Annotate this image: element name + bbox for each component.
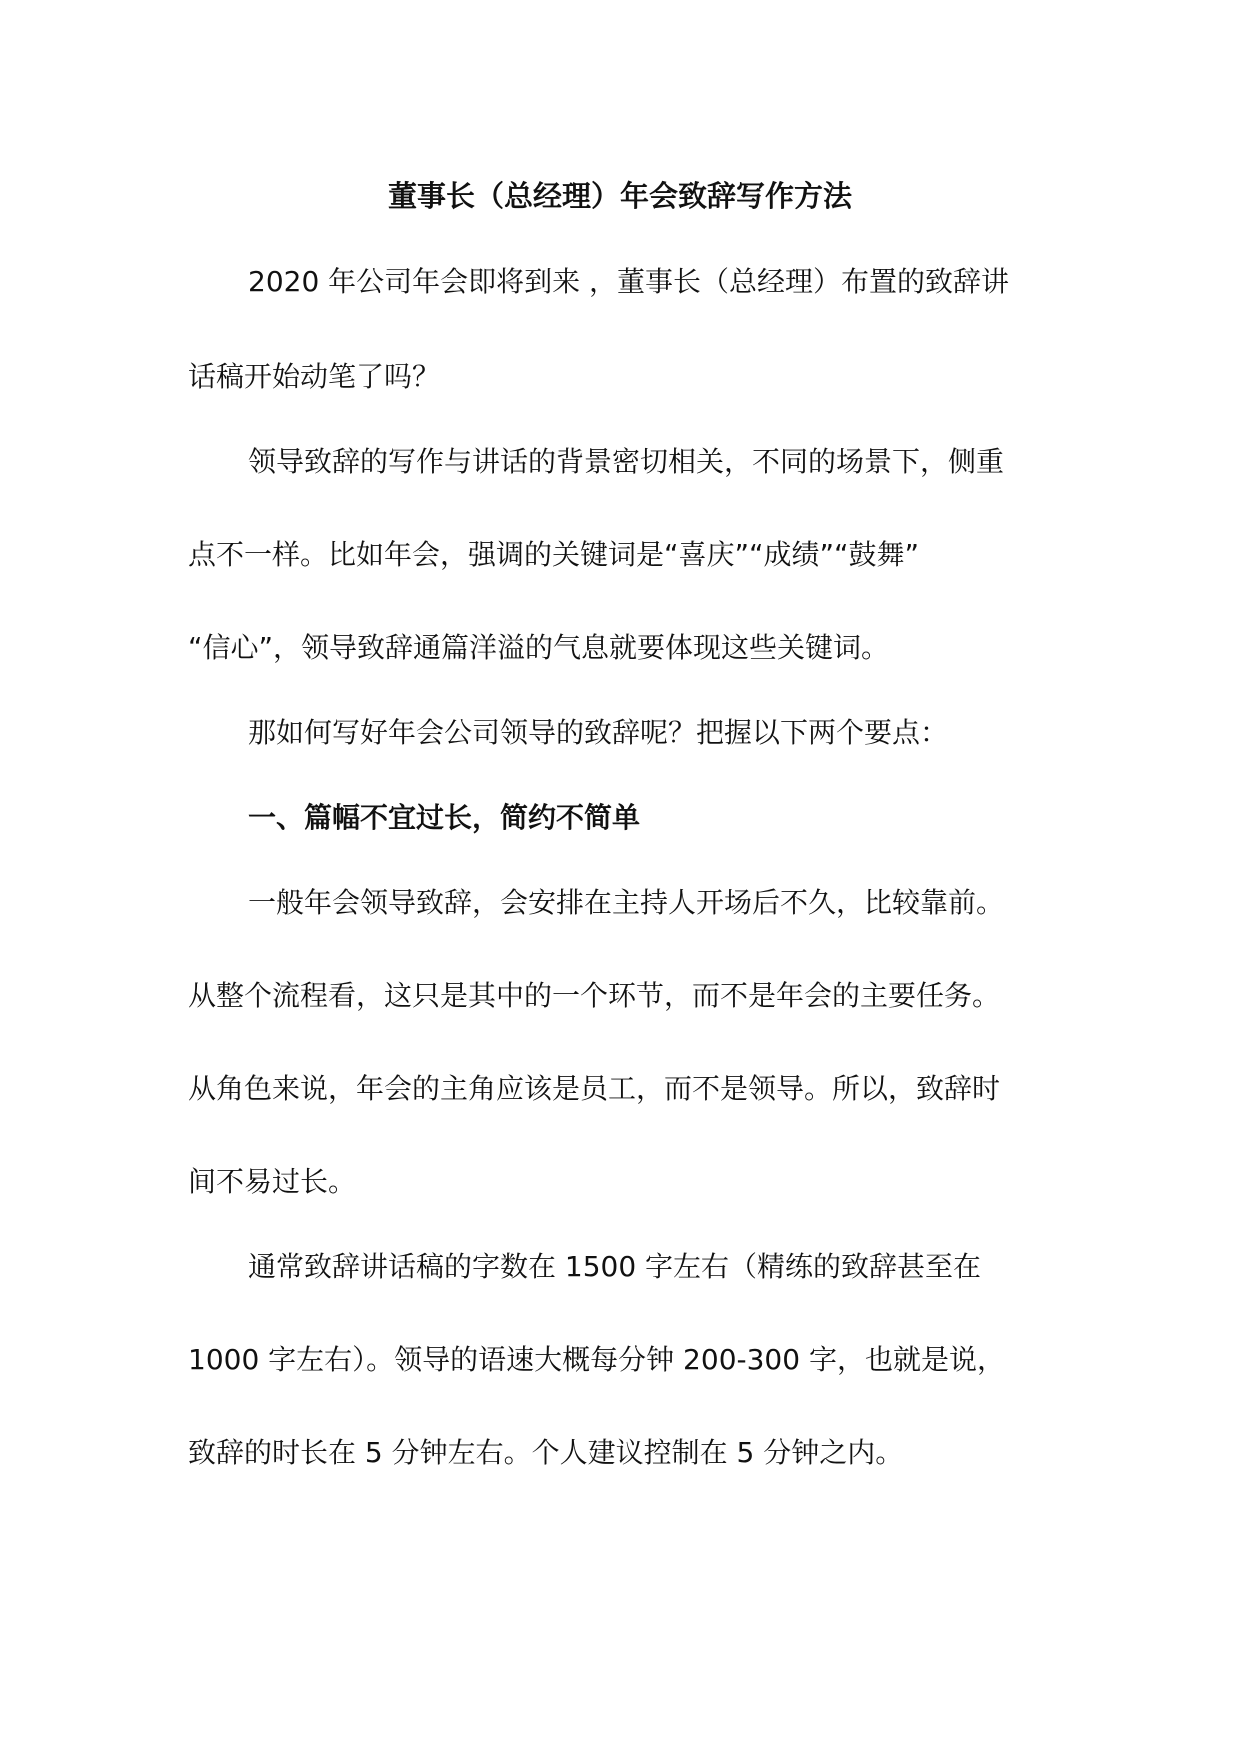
paragraph-line: 致辞的时长在 5 分钟左右。个人建议控制在 5 分钟之内。 — [188, 1436, 904, 1469]
paragraph-line: 间不易过长。 — [188, 1165, 357, 1198]
paragraph-line: 点不一样。比如年会，强调的关键词是“喜庆”“成绩”“鼓舞” — [188, 538, 920, 571]
paragraph-line: 通常致辞讲话稿的字数在 1500 字左右（精练的致辞甚至在 — [248, 1250, 982, 1283]
paragraph-line: 一般年会领导致辞，会安排在主持人开场后不久，比较靠前。 — [248, 886, 1005, 919]
paragraph-line: 话稿开始动笔了吗？ — [188, 360, 441, 393]
paragraph-line: “信心”，领导致辞通篇洋溢的气息就要体现这些关键词。 — [188, 631, 890, 664]
paragraph-line: 从整个流程看，这只是其中的一个环节，而不是年会的主要任务。 — [188, 979, 1001, 1012]
paragraph-line: 2020 年公司年会即将到来 ，董事长（总经理）布置的致辞讲 — [248, 265, 1010, 298]
paragraph-line: 1000 字左右）。领导的语速大概每分钟 200-300 字，也就是说， — [188, 1343, 1005, 1376]
document-title: 董事长（总经理）年会致辞写作方法 — [387, 179, 852, 213]
paragraph-line: 领导致辞的写作与讲话的背景密切相关，不同的场景下，侧重 — [248, 445, 1005, 478]
paragraph-line: 那如何写好年会公司领导的致辞呢？把握以下两个要点： — [248, 716, 949, 749]
section-heading: 一、篇幅不宜过长，简约不简单 — [248, 801, 641, 834]
paragraph-line: 从角色来说，年会的主角应该是员工，而不是领导。所以，致辞时 — [188, 1072, 1001, 1105]
